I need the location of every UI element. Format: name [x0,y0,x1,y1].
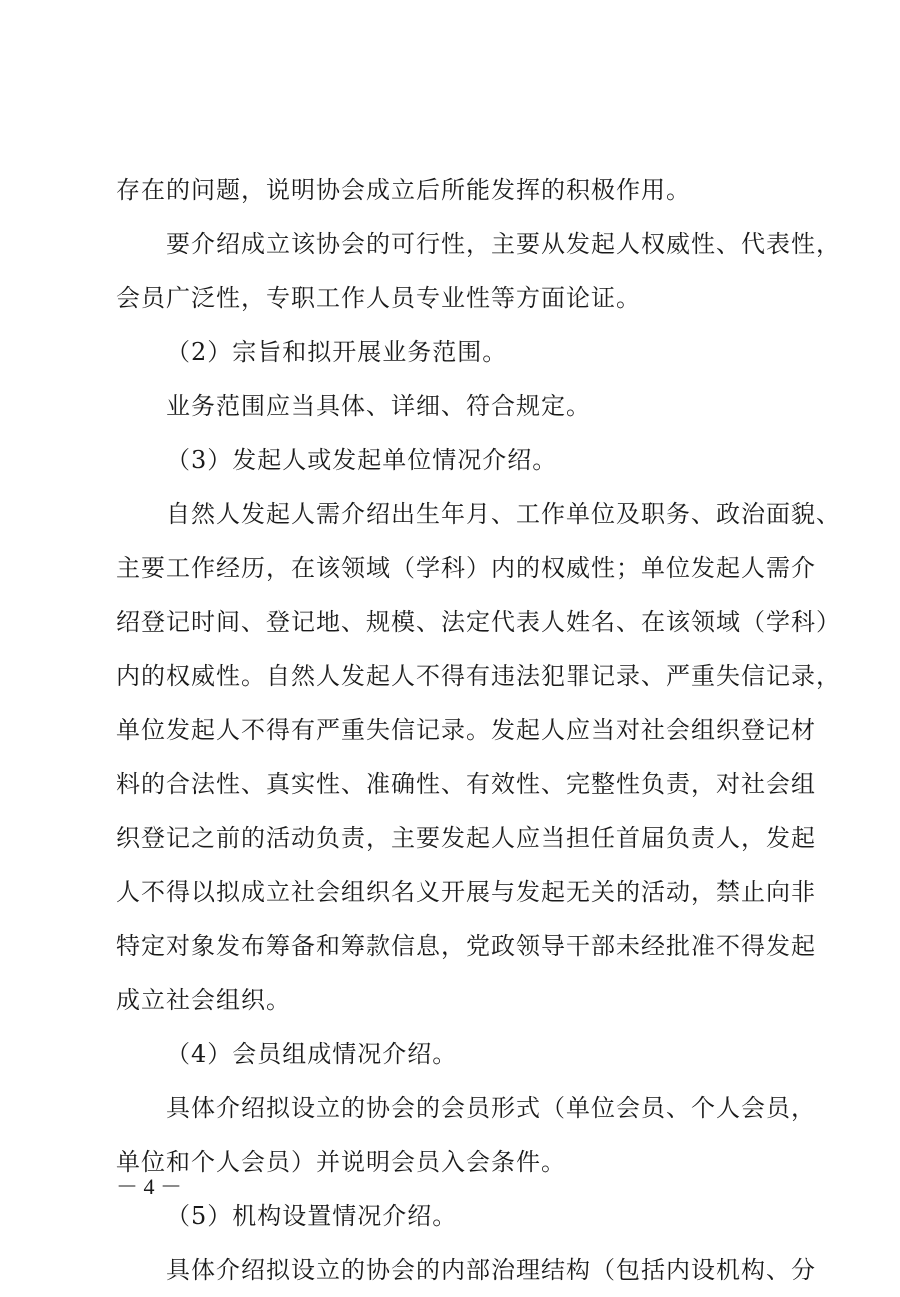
text-line: 具体介绍拟设立的协会的内部治理结构（包括内设机构、分 [166,1256,816,1284]
text-line: 织登记之前的活动负责，主要发起人应当担任首届负责人，发起 [116,824,816,852]
text-line: 业务范围应当具体、详细、符合规定。 [166,392,591,420]
text-line: 人不得以拟成立社会组织名义开展与发起无关的活动，禁止向非 [116,878,816,906]
text-line: 料的合法性、真实性、准确性、有效性、完整性负责，对社会组 [116,770,816,798]
text-line: 单位发起人不得有严重失信记录。发起人应当对社会组织登记材 [116,716,816,744]
text-line: 绍登记时间、登记地、规模、法定代表人姓名、在该领域（学科） [116,608,841,636]
text-line: 成立社会组织。 [116,986,291,1014]
text-line: 存在的问题，说明协会成立后所能发挥的积极作用。 [116,176,691,204]
section-heading: （5）机构设置情况介绍。 [166,1202,458,1230]
text-line: 内的权威性。自然人发起人不得有违法犯罪记录、严重失信记录， [116,662,841,690]
text-line: 自然人发起人需介绍出生年月、工作单位及职务、政治面貌、 [166,500,841,528]
section-heading: （3）发起人或发起单位情况介绍。 [166,446,558,474]
section-heading: （4）会员组成情况介绍。 [166,1040,458,1068]
text-line: 会员广泛性，专职工作人员专业性等方面论证。 [116,284,641,312]
section-heading: （2）宗旨和拟开展业务范围。 [166,338,508,366]
text-line: 要介绍成立该协会的可行性，主要从发起人权威性、代表性， [166,230,841,258]
page-number: － 4 － [116,1174,183,1199]
text-line: 具体介绍拟设立的协会的会员形式（单位会员、个人会员， [166,1094,816,1122]
document-body [116,163,841,1297]
text-line: 单位和个人会员）并说明会员入会条件。 [116,1148,566,1176]
text-line: 特定对象发布筹备和筹款信息，党政领导干部未经批准不得发起 [116,932,816,960]
text-line: 主要工作经历，在该领域（学科）内的权威性；单位发起人需介 [116,554,816,582]
